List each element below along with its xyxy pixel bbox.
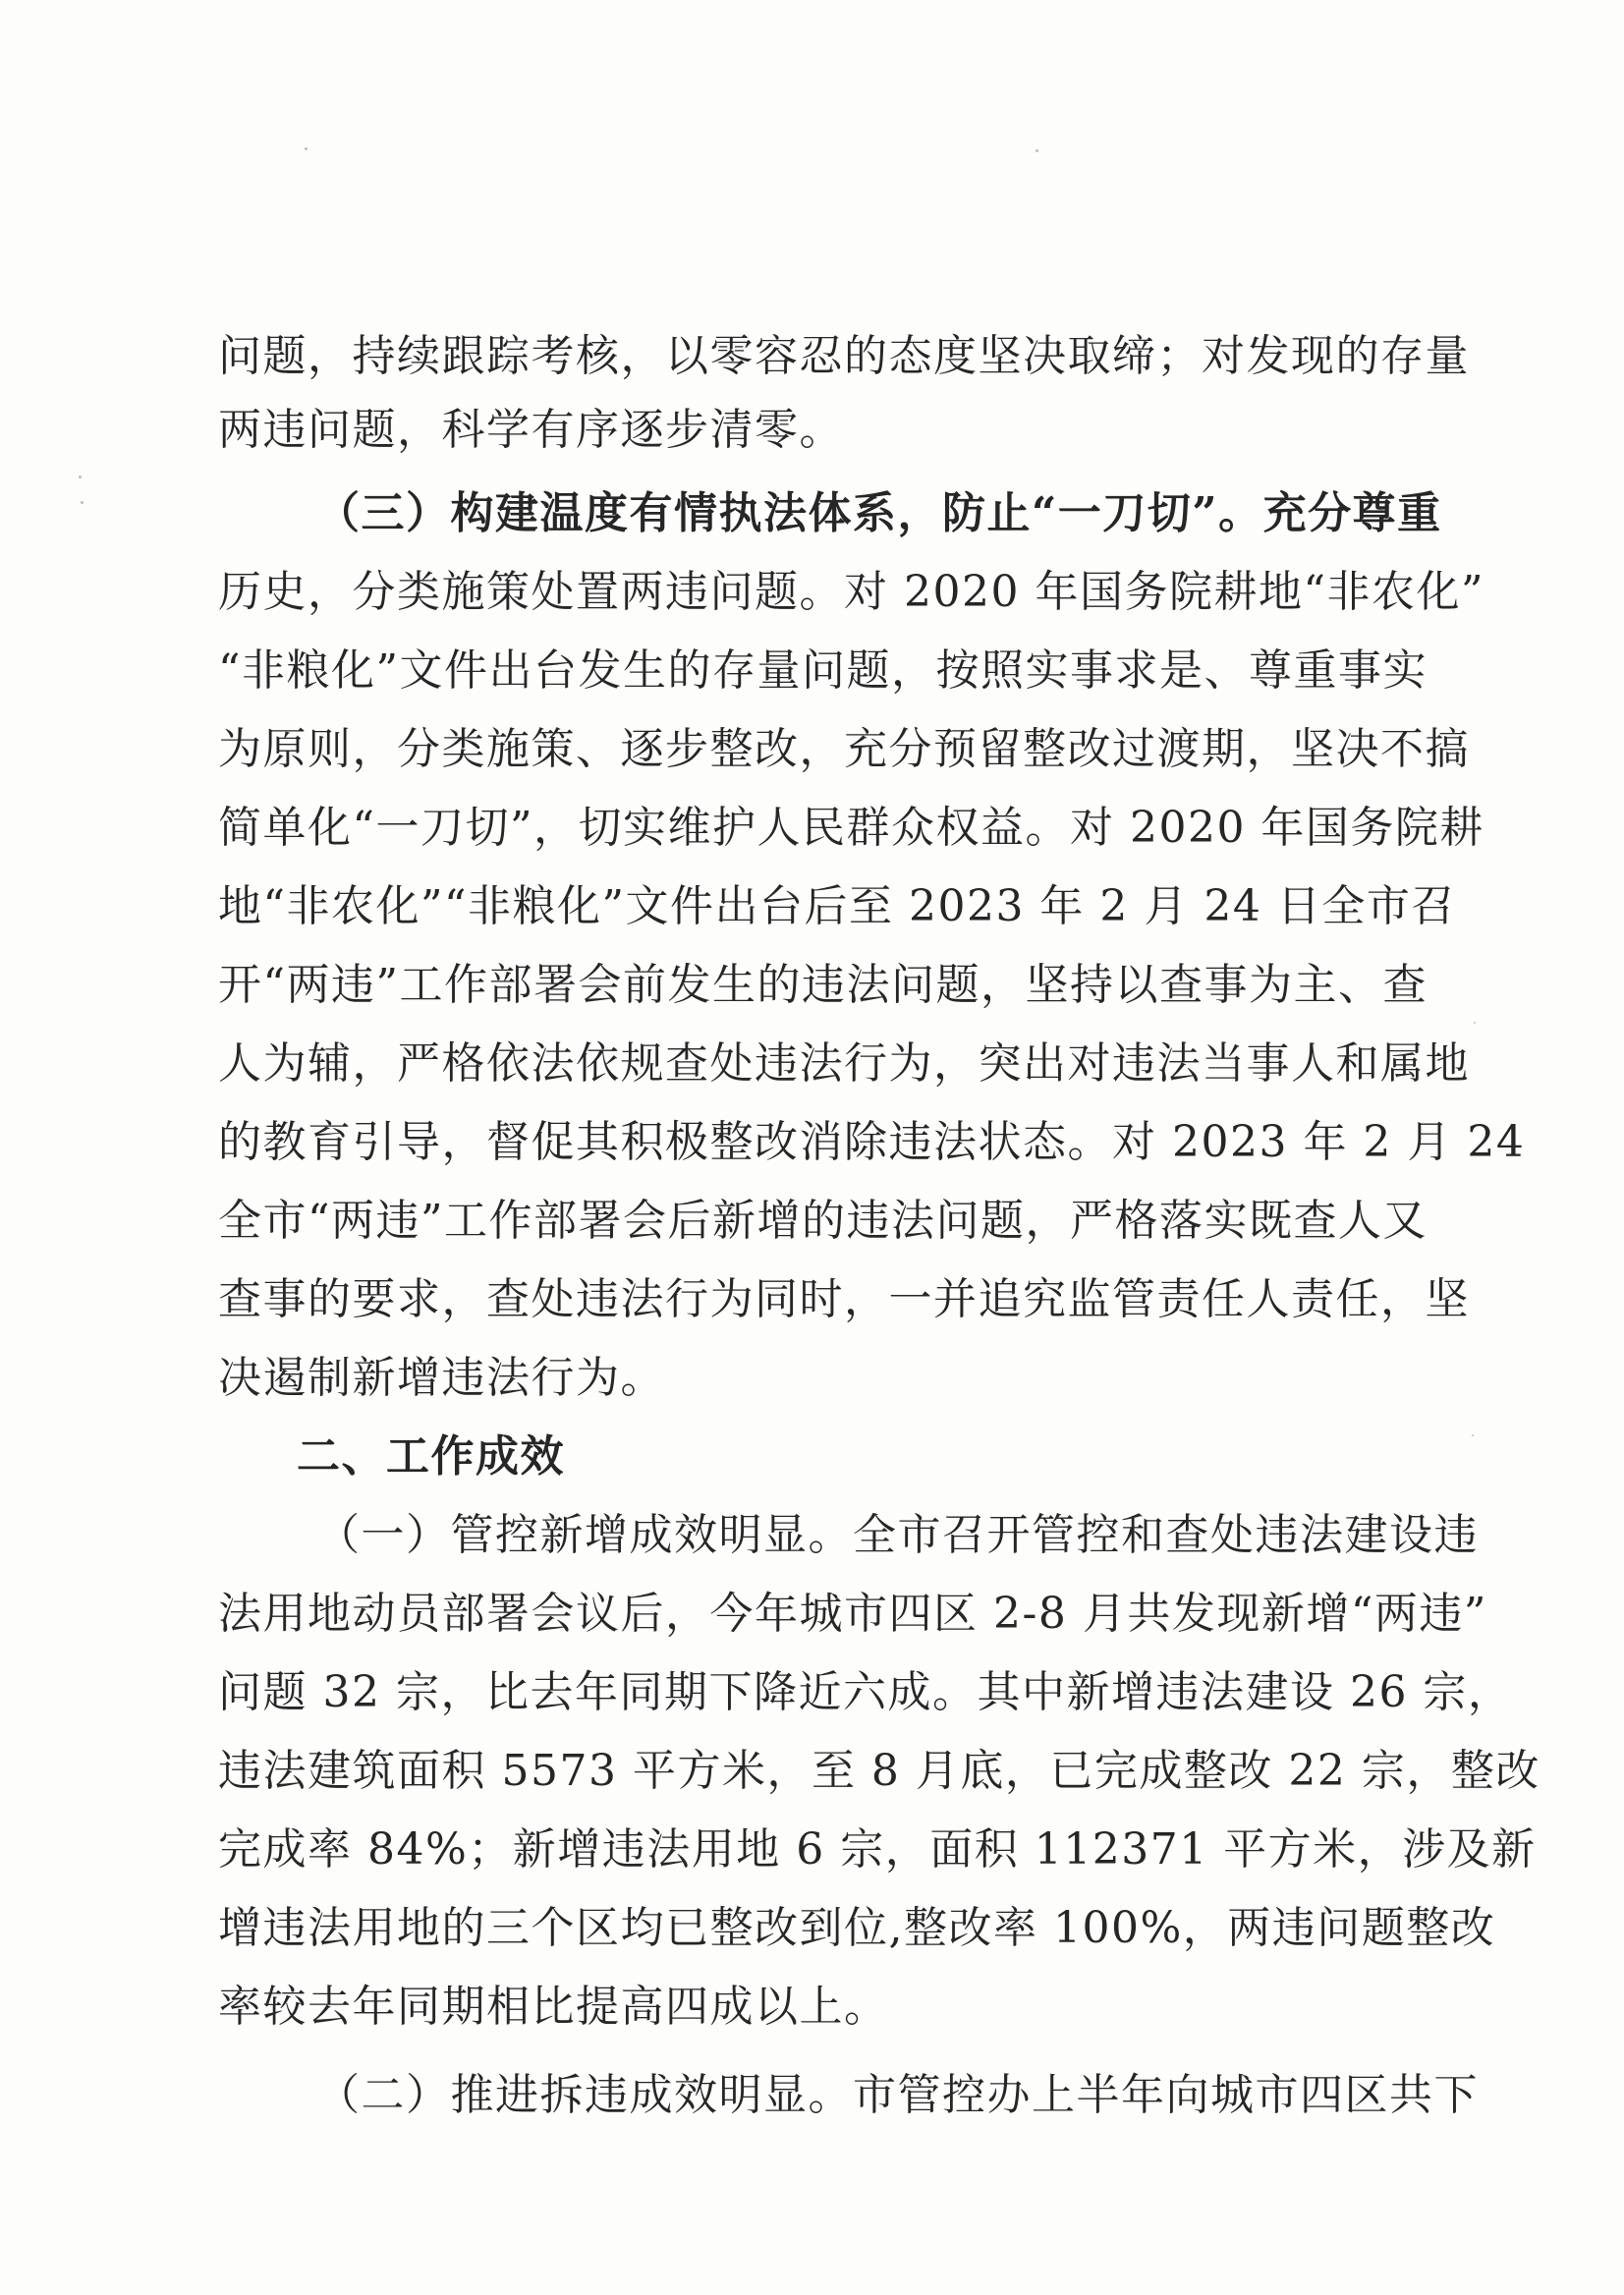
text-line: 问题，持续跟踪考核，以零容忍的态度坚决取缔；对发现的存量 bbox=[218, 331, 1470, 381]
text-line: 的教育引导，督促其积极整改消除违法状态。对 2023 年 2 月 24 bbox=[218, 1117, 1526, 1167]
text-line: 两违问题，科学有序逐步清零。 bbox=[218, 405, 844, 455]
text-line: 问题 32 宗，比去年同期下降近六成。其中新增违法建设 26 宗， bbox=[218, 1667, 1513, 1717]
text-line: 人为辅，严格依法依规查处违法行为，突出对违法当事人和属地 bbox=[218, 1038, 1470, 1089]
text-line: 为原则，分类施策、逐步整改，充分预留整改过渡期，坚决不搞 bbox=[218, 724, 1470, 774]
text-line: 全市“两违”工作部署会后新增的违法问题，严格落实既查人又 bbox=[218, 1196, 1428, 1246]
text-line: 简单化“一刀切”，切实维护人民群众权益。对 2020 年国务院耕 bbox=[218, 803, 1484, 853]
text-line: “非粮化”文件出台发生的存量问题，按照实事求是、尊重事实 bbox=[218, 645, 1428, 696]
section-heading: 二、工作成效 bbox=[297, 1431, 565, 1482]
scan-speck bbox=[1472, 1434, 1474, 1436]
scan-speck bbox=[1474, 1022, 1476, 1024]
scan-speck bbox=[79, 476, 82, 478]
section-three-first-line bbox=[316, 484, 1442, 543]
text-line: 开“两违”工作部署会前发生的违法问题，坚持以查事为主、查 bbox=[218, 960, 1428, 1010]
text-line: 违法建筑面积 5573 平方米，至 8 月底，已完成整改 22 宗，整改 bbox=[218, 1746, 1540, 1796]
scan-speck bbox=[305, 147, 308, 150]
scan-speck bbox=[1036, 149, 1038, 152]
text-line: 查事的要求，查处违法行为同时，一并追究监管责任人责任，坚 bbox=[218, 1274, 1470, 1324]
text-line: 地“非农化”“非粮化”文件出台后至 2023 年 2 月 24 日全市召 bbox=[218, 881, 1456, 931]
text-line: 决遏制新增违法行为。 bbox=[218, 1353, 665, 1403]
section-three-title: （三）构建温度有情执法体系，防止“一刀切”。充分尊重 bbox=[316, 488, 1442, 538]
section-one-first-line: （一）管控新增成效明显。全市召开管控和查处违法建设违 bbox=[316, 1510, 1479, 1560]
text-line: 完成率 84%；新增违法用地 6 宗，面积 112371 平方米，涉及新 bbox=[218, 1824, 1537, 1875]
text-line: 率较去年同期相比提高四成以上。 bbox=[218, 1982, 889, 2032]
text-line: 增违法用地的三个区均已整改到位,整改率 100%，两违问题整改 bbox=[218, 1903, 1496, 1953]
section-two-first-line: （二）推进拆违成效明显。市管控办上半年向城市四区共下 bbox=[316, 2070, 1479, 2120]
text-line: 法用地动员部署会议后，今年城市四区 2-8 月共发现新增“两违” bbox=[218, 1589, 1487, 1639]
text-line: 历史，分类施策处置两违问题。对 2020 年国务院耕地“非农化” bbox=[218, 567, 1484, 617]
scan-speck bbox=[81, 501, 84, 504]
